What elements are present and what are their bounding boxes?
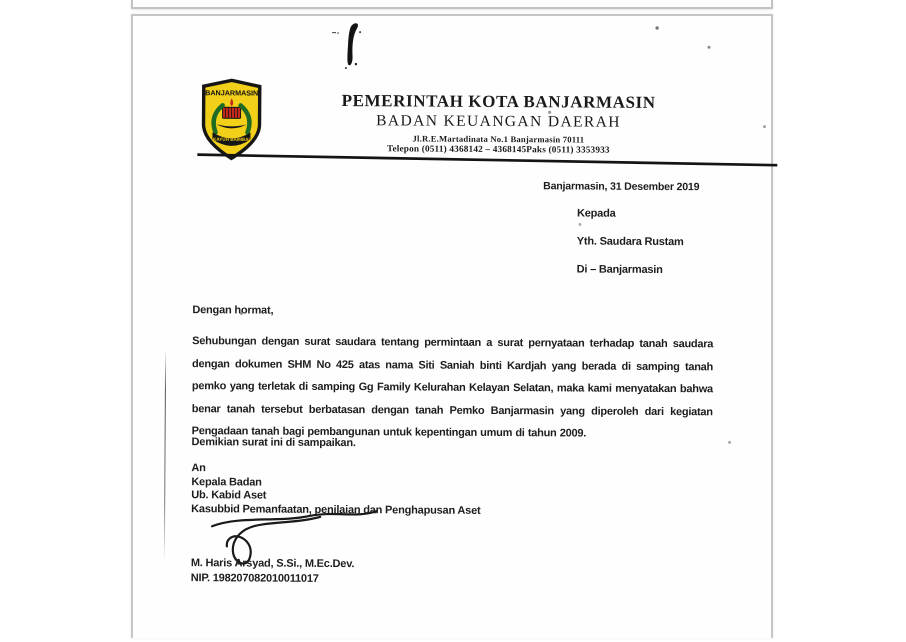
letterhead	[328, 91, 668, 155]
signer-nip: NIP. 198207082010011017	[190, 572, 319, 585]
recipient-kepada: Kepada	[576, 207, 616, 220]
signoff-an: An	[191, 462, 206, 475]
org-phone: Telepon (0511) 4368142 – 4368145Paks (0511) 3353933	[386, 143, 610, 155]
logo-motto-text: KAYUH BAIMBAI	[212, 136, 250, 142]
recipient-name: Yth. Saudara Rustam	[576, 235, 684, 249]
signoff-kepala-badan: Kepala Badan	[191, 475, 262, 489]
org-name-line2: BADAN KEUANGAN DAERAH	[376, 112, 621, 131]
letter-content	[129, 16, 771, 642]
banjarmasin-city-emblem-logo	[198, 76, 265, 162]
org-name-line1: PEMERINTAH KOTA BANJARMASIN	[341, 91, 656, 112]
logo-top-text: BANJARMASIN	[205, 88, 259, 98]
body-paragraph: Sehubungan dengan surat saudara tentang permintaan a surat pernyataan terhadap tanah saudara dengan dokumen SHM No 425 atas nama Siti Saniah binti Kardjah yang berada di samping tanah pemko yang terletak di samping Gg Family Kelurahan Kelayan Selatan, maka kami menyatakan bahwa benar tanah tersebut berbatasan dengan tanah Pemko Banjarmasin yang diperoleh dari kegiatan Pengadaan tanah bagi pembangunan untuk kepentingan umum di tahun 2009.	[191, 335, 714, 440]
signoff-kasubbid: Kasubbid Pemanfaatan, penilaian dan Penghapusan Aset	[191, 502, 481, 517]
ink-smudge	[330, 20, 370, 72]
previous-page-edge	[131, 0, 773, 9]
letterhead-divider	[195, 151, 779, 171]
signer-name: M. Haris Arsyad, S.Si., M.Ec.Dev.	[190, 557, 355, 571]
scan-specks	[133, 16, 135, 18]
signoff-kabid-aset: Ub. Kabid Aset	[191, 489, 267, 502]
org-address: Jl.R.E.Martadinata No.1 Banjarmasin 70111	[412, 133, 585, 145]
closing-line: Demikian surat ini di sampaikan.	[191, 436, 356, 450]
recipient-city: Di – Banjarmasin	[576, 263, 663, 276]
dateline: Banjarmasin, 31 Desember 2019	[543, 180, 700, 194]
letter-page	[131, 14, 773, 638]
scan-crease-line	[164, 352, 167, 562]
salutation: Dengan hormat,	[192, 304, 274, 317]
